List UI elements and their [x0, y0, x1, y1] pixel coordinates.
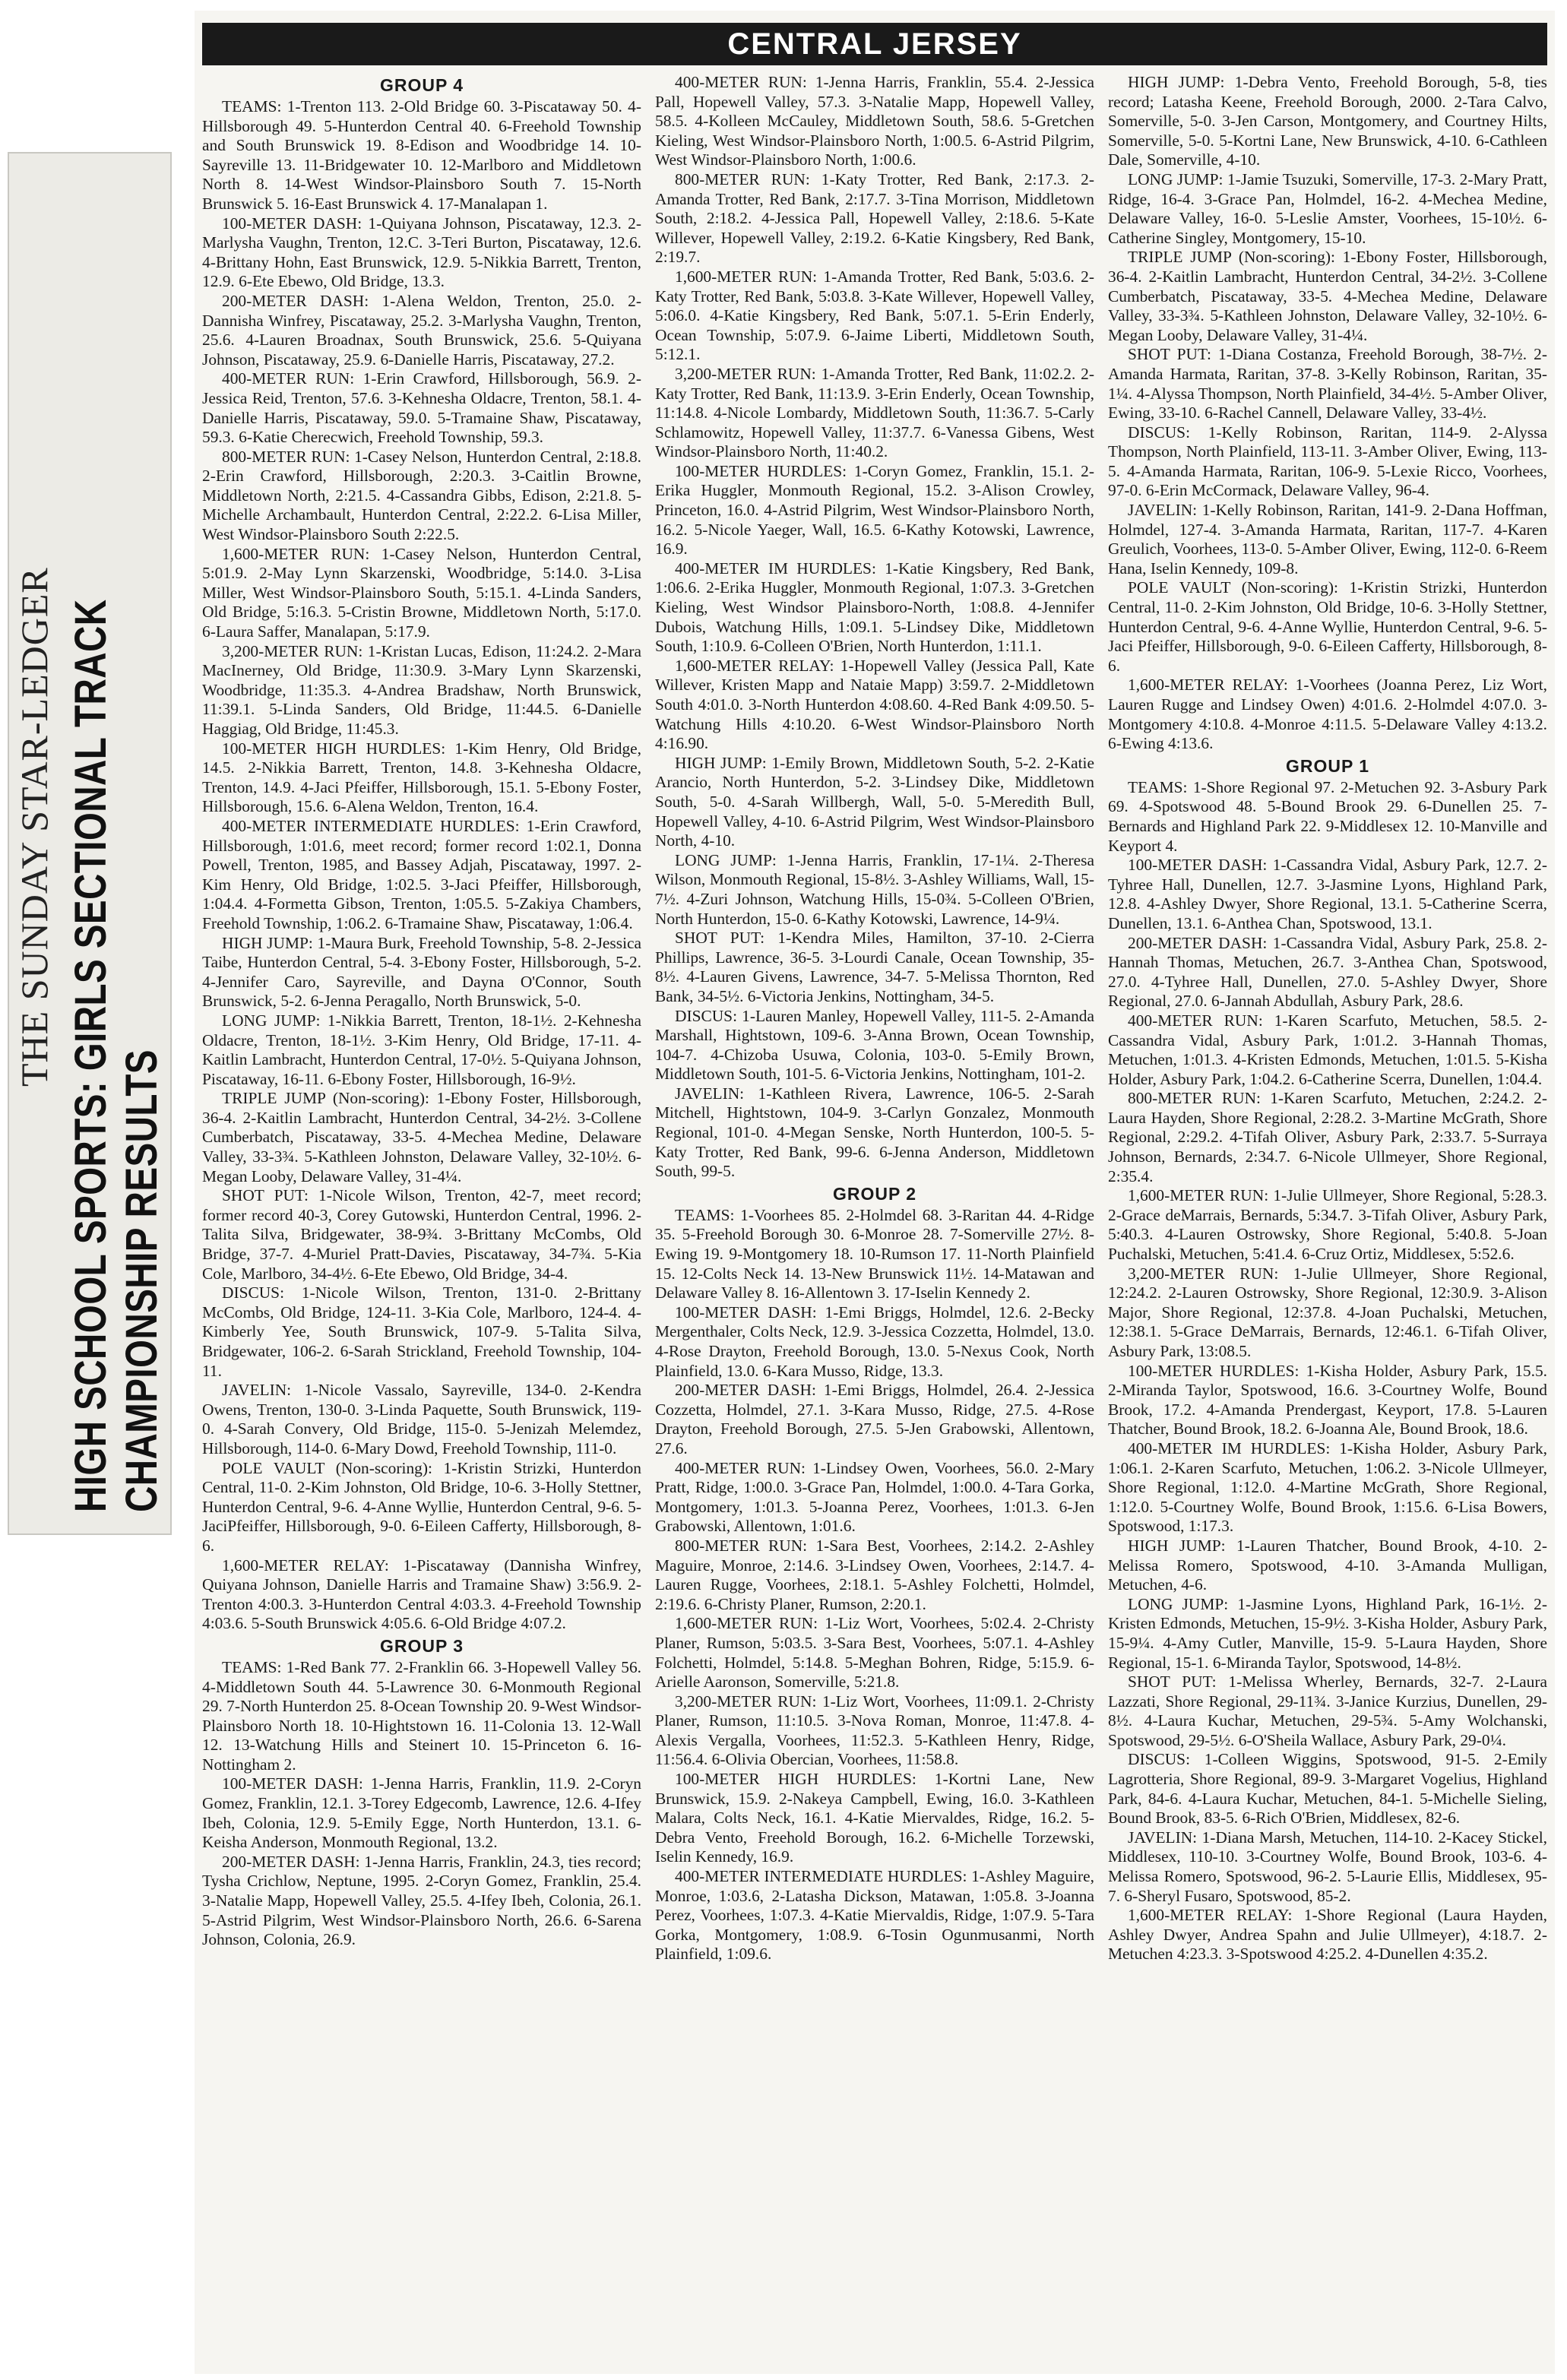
results-column-2	[655, 73, 1094, 2368]
event-result-paragraph: 100-METER HURDLES: 1-Coryn Gomez, Franklin, 15.1. 2-Erika Huggler, Monmouth Regional, 15.2. 3-Alison Crowley, Princeton, 16.0. 4-Astrid Pilgrim, West Windsor-Plainsboro North, 16.2. 5-Nicole Yaeger, Wall, 16.5. 6-Kathy Kotowski, Lawrence, 16.9.	[655, 461, 1094, 559]
event-result-paragraph: 3,200-METER RUN: 1-Kristan Lucas, Edison, 11:24.2. 2-Mara MacInerney, Old Bridge, 11:30.9. 3-Mary Lynn Skarzenski, Woodbridge, 11:35.3. 4-Andrea Bradshaw, North Brunswick, 11:39.1. 5-Linda Sanders, Old Bridge, 11:44.5. 6-Danielle Haggiag, Old Bridge, 11:45.3.	[202, 641, 641, 738]
event-result-paragraph: LONG JUMP: 1-Nikkia Barrett, Trenton, 18-1½. 2-Kehnesha Oldacre, Trenton, 18-1½. 3-Kim Henry, Old Bridge, 17-11. 4-Kaitlin Lambracht, Hunterdon Central, 17-0½. 5-Quiyana Johnson, Piscataway, 16-11. 6-Ebony Foster, Hillsborough, 16-9½.	[202, 1011, 641, 1088]
event-result-paragraph: 800-METER RUN: 1-Katy Trotter, Red Bank, 2:17.3. 2-Amanda Trotter, Red Bank, 2:17.7. 3-Tina Morrison, Middletown South, 2:18.2. 4-Jessica Pall, Hopewell Valley, 2:18.6. 5-Kate Willever, Hopewell Valley, 2:19.2. 6-Katie Kingsbery, Red Bank, 2:19.7.	[655, 169, 1094, 267]
region-banner: CENTRAL JERSEY	[202, 23, 1547, 65]
event-result-paragraph: HIGH JUMP: 1-Debra Vento, Freehold Borough, 5-8, ties record; Latasha Keene, Freehold Borough, 2000. 2-Tara Calvo, Somerville, 5-0. 3-Jen Carson, Montgomery, and Courtney Hilts, Somerville, 5-0. 5-Kortni Lane, New Brunswick, 4-10. 6-Cathleen Dale, Somerville, 4-10.	[1108, 73, 1547, 169]
event-result-paragraph: 800-METER RUN: 1-Casey Nelson, Hunterdon Central, 2:18.8. 2-Erin Crawford, Hillsborough, 2:20.3. 3-Caitlin Browne, Middletown North, 2:21.5. 4-Cassandra Gibbs, Edison, 2:21.8. 5-Michelle Archambault, Hunterdon Central, 2:22.2. 6-Lisa Miller, West Windsor-Plainsboro South 2:22.5.	[202, 447, 641, 544]
event-result-paragraph: 200-METER DASH: 1-Cassandra Vidal, Asbury Park, 25.8. 2-Hannah Thomas, Metuchen, 26.7. 3-Anthea Chan, Spotswood, 27.0. 4-Tyhree Hall, Dunellen, 27.0. 5-Ashley Dwyer, Shore Regional, 27.0. 6-Jannah Abdullah, Asbury Park, 28.6.	[1108, 933, 1547, 1011]
event-result-paragraph: 1,600-METER RELAY: 1-Shore Regional (Laura Hayden, Ashley Dwyer, Andrea Spahn and Julie Ullmeyer), 4:18.7. 2-Metuchen 4:23.3. 3-Spotswood 4:25.2. 4-Dunellen 4:35.2.	[1108, 1906, 1547, 1964]
event-result-paragraph: 100-METER DASH: 1-Jenna Harris, Franklin, 11.9. 2-Coryn Gomez, Franklin, 12.1. 3-Torey Edgecomb, Lawrence, 12.6. 4-Ifey Ibeh, Colonia, 12.9. 5-Emily Egge, North Hunterdon, 13.1. 6-Keisha Anderson, Monmouth Regional, 13.2.	[202, 1774, 641, 1852]
event-result-paragraph: HIGH JUMP: 1-Maura Burk, Freehold Township, 5-8. 2-Jessica Taibe, Hunterdon Central, 5-4. 3-Ebony Foster, Hillsborough, 5-2. 4-Jennifer Caro, Sayreville, and Dayna O'Connor, South Brunswick, 5-2. 6-Jenna Peragallo, North Brunswick, 5-0.	[202, 933, 641, 1011]
event-result-paragraph: LONG JUMP: 1-Jasmine Lyons, Highland Park, 16-1½. 2-Kristen Edmonds, Metuchen, 15-9½. 3-Kisha Holder, Asbury Park, 15-9¼. 4-Amy Cutler, Manville, 15-9. 5-Laura Hayden, Shore Regional, 15-1. 6-Miranda Taylor, Spotswood, 14-8½.	[1108, 1594, 1547, 1672]
side-title-strip	[8, 152, 172, 1535]
event-result-paragraph: 3,200-METER RUN: 1-Amanda Trotter, Red Bank, 11:02.2. 2-Katy Trotter, Red Bank, 11:13.9. 3-Erin Enderly, Ocean Township, 11:14.8. 4-Nicole Lombardy, Middletown South, 11:36.7. 5-Carly Schlamowitz, Hopewell Valley, 11:37.7. 6-Vanessa Gibens, West Windsor-Plainsboro North, 11:40.2.	[655, 364, 1094, 461]
event-result-paragraph: 1,600-METER RELAY: 1-Piscataway (Dannisha Winfrey, Quiyana Johnson, Danielle Harris and Tramaine Shaw) 3:56.9. 2-Trenton 4:00.3. 3-Hunterdon Central 4:03.3. 4-Freehold Township 4:03.6. 5-South Brunswick 4:05.6. 6-Old Bridge 4:07.2.	[202, 1556, 641, 1633]
event-result-paragraph: DISCUS: 1-Lauren Manley, Hopewell Valley, 111-5. 2-Amanda Marshall, Hightstown, 109-6. 3-Anna Brown, Ocean Township, 104-7. 4-Chizoba Usuwa, Colonia, 103-0. 5-Emily Brown, Middletown South, 101-5. 6-Victoria Jenkins, Nottingham, 101-2.	[655, 1006, 1094, 1084]
results-article	[195, 11, 1555, 2374]
event-result-paragraph: 1,600-METER RUN: 1-Amanda Trotter, Red Bank, 5:03.6. 2-Katy Trotter, Red Bank, 5:03.8. 3-Kate Willever, Hopewell Valley, 5:06.0. 4-Katie Kingsbery, Red Bank, 5:07.1. 5-Erin Enderly, Ocean Township, 5:07.9. 6-Jaime Liberti, Middletown South, 5:12.1.	[655, 267, 1094, 364]
event-result-paragraph: 400-METER IM HURDLES: 1-Katie Kingsbery, Red Bank, 1:06.6. 2-Erika Huggler, Monmouth Regional, 1:07.3. 3-Gretchen Kieling, West Windsor Plainsboro-North, 1:08.8. 4-Jennifer Dubois, Watchung Hills, 1:09.1. 5-Lindsey Dike, Middletown South, 1:10.9. 6-Colleen O'Brien, North Hunterdon, 1:11.1.	[655, 559, 1094, 656]
event-result-paragraph: SHOT PUT: 1-Kendra Miles, Hamilton, 37-10. 2-Cierra Phillips, Lawrence, 36-5. 3-Lourdi Canale, Ocean Township, 35-8½. 4-Lauren Givens, Lawrence, 34-7. 5-Melissa Thornton, Red Bank, 34-5½. 6-Victoria Jenkins, Nottingham, 34-5.	[655, 929, 1094, 1005]
event-result-paragraph: POLE VAULT (Non-scoring): 1-Kristin Strizki, Hunterdon Central, 11-0. 2-Kim Johnston, Old Bridge, 10-6. 3-Holly Stettner, Hunterdon Central, 9-6. 4-Anne Wyllie, Hunterdon Central, 9-6. 5-Jaci Pfeiffer, Hillsborough, 9-0. 6-Eileen Cafferty, Hillsborough, 8-6.	[1108, 578, 1547, 675]
event-result-paragraph: POLE VAULT (Non-scoring): 1-Kristin Strizki, Hunterdon Central, 11-0. 2-Kim Johnston, Old Bridge, 10-6. 3-Holly Stettner, Hunterdon Central, 9-6. 4-Anne Wyllie, Hunterdon Central, 9-6. 5-JaciPfeiffer, Hillsborough, 9-0. 6-Eileen Cafferty, Hillsborough, 8-6.	[202, 1458, 641, 1555]
event-result-paragraph: 1,600-METER RELAY: 1-Voorhees (Joanna Perez, Liz Wort, Lauren Rugge and Lindsey Owen) 4:01.6. 2-Holmdel 4:07.0. 3-Montgomery 4:10.8. 4-Monroe 4:11.5. 5-Delaware Valley 4:13.2. 6-Ewing 4:13.6.	[1108, 676, 1547, 753]
event-result-paragraph: SHOT PUT: 1-Nicole Wilson, Trenton, 42-7, meet record; former record 40-3, Corey Gutowski, Hunterdon Central, 1996. 2-Talita Silva, Bridgewater, 38-9¾. 3-Brittany McCombs, Old Bridge, 37-7. 4-Muriel Pratt-Davies, Piscataway, 34-7¾. 5-Kia Cole, Marlboro, 34-4½. 6-Ete Ebewo, Old Bridge, 34-4.	[202, 1186, 641, 1283]
event-result-paragraph: SHOT PUT: 1-Diana Costanza, Freehold Borough, 38-7½. 2-Amanda Harmata, Raritan, 37-8. 3-Kelly Robinson, Raritan, 35-1¼. 4-Alyssa Thompson, North Plainfield, 34-4½. 5-Amber Oliver, Ewing, 33-10. 6-Rachel Cannell, Delaware Valley, 33-4½.	[1108, 345, 1547, 423]
section-headline: HIGH SCHOOL SPORTS: GIRLS SECTIONAL TRACK CHAMPIONSHIP RESULTS	[66, 599, 166, 1512]
event-result-paragraph: DISCUS: 1-Colleen Wiggins, Spotswood, 91-5. 2-Emily Lagrotteria, Shore Regional, 89-9. 3-Margaret Vogelius, Highland Park, 84-6. 4-Laura Kuchar, Metuchen, 84-1. 5-Michelle Sieling, Bound Brook, 83-5. 6-Rich O'Brien, Middlesex, 82-6.	[1108, 1750, 1547, 1828]
event-result-paragraph: 800-METER RUN: 1-Sara Best, Voorhees, 2:14.2. 2-Ashley Maguire, Monroe, 2:14.6. 3-Lindsey Owen, Voorhees, 2:14.7. 4-Lauren Rugge, Voorhees, 2:18.1. 5-Ashley Folchetti, Holmdel, 2:19.6. 6-Christy Planer, Rumson, 2:20.1.	[655, 1536, 1094, 1613]
event-result-paragraph: JAVELIN: 1-Diana Marsh, Metuchen, 114-10. 2-Kacey Stickel, Middlesex, 110-10. 3-Courtney Wolfe, Bound Brook, 103-6. 4-Melissa Romero, Spotswood, 96-2. 5-Laurie Ellis, Middlesex, 95-7. 6-Sheryl Fusaro, Spotswood, 85-2.	[1108, 1828, 1547, 1905]
event-result-paragraph: DISCUS: 1-Kelly Robinson, Raritan, 114-9. 2-Alyssa Thompson, North Plainfield, 113-11. 3-Amber Oliver, Ewing, 113-5. 4-Amanda Harmata, Raritan, 106-9. 5-Lexie Ricco, Voorhees, 97-0. 6-Erin McCormack, Delaware Valley, 96-4.	[1108, 423, 1547, 500]
event-result-paragraph: 800-METER RUN: 1-Karen Scarfuto, Metuchen, 2:24.2. 2-Laura Hayden, Shore Regional, 2:28.2. 3-Martine McGrath, Shore Regional, 2:29.2. 4-Tifah Oliver, Asbury Park, 2:33.7. 5-Surraya Johnson, Bernards, 2:34.7. 6-Nicole Ullmeyer, Shore Regional, 2:35.4.	[1108, 1089, 1547, 1185]
event-result-paragraph: TEAMS: 1-Red Bank 77. 2-Franklin 66. 3-Hopewell Valley 56. 4-Middletown South 44. 5-Lawrence 30. 6-Monmouth Regional 29. 7-North Hunterdon 25. 8-Ocean Township 20. 9-West Windsor-Plainsboro North 18. 10-Hightstown 16. 11-Colonia 13. 12-Wall 12. 13-Watchung Hills and Steinert 10. 15-Princeton 6. 16-Nottingham 2.	[202, 1657, 641, 1774]
group-heading: GROUP 4	[379, 75, 464, 95]
event-result-paragraph: 400-METER RUN: 1-Jenna Harris, Franklin, 55.4. 2-Jessica Pall, Hopewell Valley, 57.3. 3-Natalie Mapp, Hopewell Valley, 58.5. 4-Kolleen McCauley, Middletown South, 58.6. 5-Gretchen Kieling, West Windsor-Plainsboro North, 1:00.5. 6-Astrid Pilgrim, West Windsor-Plainsboro North, 1:00.6.	[655, 73, 1094, 169]
event-result-paragraph: TEAMS: 1-Voorhees 85. 2-Holmdel 68. 3-Raritan 44. 4-Ridge 35. 5-Freehold Borough 30. 6-Monroe 28. 7-Somerville 27½. 8-Ewing 19. 9-Montgomery 18. 10-Rumson 17. 11-North Plainfield 15. 12-Colts Neck 14. 13-New Brunswick 11½. 14-Matawan and Delaware Valley 8. 16-Allentown 3. 17-Iselin Kennedy 2.	[655, 1205, 1094, 1302]
event-result-paragraph: 3,200-METER RUN: 1-Liz Wort, Voorhees, 11:09.1. 2-Christy Planer, Rumson, 11:10.5. 3-Nova Roman, Monroe, 11:47.8. 4-Alexis Vergalla, Voorhees, 11:52.3. 5-Kathleen Henry, Ridge, 11:56.4. 6-Olivia Obercian, Voorhees, 11:58.8.	[655, 1692, 1094, 1769]
event-result-paragraph: 200-METER DASH: 1-Jenna Harris, Franklin, 24.3, ties record; Tysha Crichlow, Neptune, 1995. 2-Coryn Gomez, Franklin, 25.4. 3-Natalie Mapp, Hopewell Valley, 25.5. 4-Ifey Ibeh, Colonia, 26.1. 5-Astrid Pilgrim, West Windsor-Plainsboro North, 26.6. 6-Sarena Johnson, Colonia, 26.9.	[202, 1852, 641, 1949]
event-result-paragraph: JAVELIN: 1-Kathleen Rivera, Lawrence, 106-5. 2-Sarah Mitchell, Hightstown, 104-9. 3-Carlyn Gonzalez, Monmouth Regional, 101-0. 4-Megan Senske, North Hunterdon, 100-5. 5-Katy Trotter, Red Bank, 99-6. 6-Jenna Anderson, Middletown South, 99-5.	[655, 1084, 1094, 1181]
event-result-paragraph: 100-METER DASH: 1-Quiyana Johnson, Piscataway, 12.3. 2-Marlysha Vaughn, Trenton, 12.C. 3-Teri Burton, Piscataway, 12.6. 4-Brittany Hohn, East Brunswick, 12.9. 5-Nikkia Barrett, Trenton, 12.9. 6-Ete Ebewo, Old Bridge, 13.3.	[202, 214, 641, 291]
event-result-paragraph: 3,200-METER RUN: 1-Julie Ullmeyer, Shore Regional, 12:24.2. 2-Lauren Ostrowsky, Shore Regional, 12:30.9. 3-Alison Major, Shore Regional, 12:37.8. 4-Joan Puchalski, Metuchen, 12:38.1. 5-Grace DeMarrais, Bernards, 12:46.1. 6-Tifah Oliver, Asbury Park, 13:08.5.	[1108, 1264, 1547, 1360]
event-result-paragraph: TEAMS: 1-Trenton 113. 2-Old Bridge 60. 3-Piscataway 50. 4-Hillsborough 49. 5-Hunterdon Central 40. 6-Freehold Township and South Brunswick 19. 8-Edison and Woodbridge 14. 10-Sayreville 13. 11-Bridgewater 10. 12-Marlboro and Middletown North 8. 14-West Windsor-Plainsboro South 7. 15-North Brunswick 5. 16-East Brunswick 4. 17-Manalapan 1.	[202, 97, 641, 213]
results-column-3	[1108, 73, 1547, 2368]
event-result-paragraph: 100-METER HIGH HURDLES: 1-Kortni Lane, New Brunswick, 15.9. 2-Nakeya Campbell, Ewing, 16.0. 3-Kathleen Malara, Colts Neck, 16.1. 4-Katie Miervaldes, Ridge, 16.2. 5-Debra Vento, Freehold Borough, 16.2. 6-Michelle Torzewski, Iselin Kennedy, 16.9.	[655, 1770, 1094, 1866]
event-result-paragraph: TRIPLE JUMP (Non-scoring): 1-Ebony Foster, Hillsborough, 36-4. 2-Kaitlin Lambracht, Hunterdon Central, 34-2½. 3-Collene Cumberbatch, Piscataway, 33-5. 4-Mechea Medine, Delaware Valley, 33-3¾. 5-Kathleen Johnston, Delaware Valley, 32-10½. 6-Megan Looby, Delaware Valley, 31-4¼.	[1108, 248, 1547, 344]
event-result-paragraph: LONG JUMP: 1-Jamie Tsuzuki, Somerville, 17-3. 2-Mary Pratt, Ridge, 16-4. 3-Grace Pan, Holmdel, 16-2. 4-Mechea Medine, Delaware Valley, 16-0. 5-Leslie Amster, Voorhees, 15-10½. 6-Catherine Singley, Montgomery, 15-10.	[1108, 169, 1547, 247]
event-result-paragraph: 1,600-METER RELAY: 1-Hopewell Valley (Jessica Pall, Kate Willever, Kristen Mapp and Nataie Mapp) 3:59.7. 2-Middletown South 4:01.0. 3-North Hunterdon 4:08.60. 4-Red Bank 4:09.50. 5-Watchung Hills 4:10.20. 6-West Windsor-Plainsboro North 4:16.90.	[655, 656, 1094, 753]
group-heading: GROUP 3	[379, 1635, 464, 1656]
results-columns	[202, 73, 1547, 2368]
group-heading: GROUP 1	[1285, 755, 1370, 776]
event-result-paragraph: 400-METER RUN: 1-Karen Scarfuto, Metuchen, 58.5. 2-Cassandra Vidal, Asbury Park, 1:01.2. 3-Hannah Thomas, Metuchen, 1:01.3. 4-Kristen Edmonds, Metuchen, 1:01.5. 5-Kisha Holder, Asbury Park, 1:04.2. 6-Catherine Scerra, Dunellen, 1:04.4.	[1108, 1011, 1547, 1088]
event-result-paragraph: 1,600-METER RUN: 1-Liz Wort, Voorhees, 5:02.4. 2-Christy Planer, Rumson, 5:03.5. 3-Sara Best, Voorhees, 5:07.1. 4-Ashley Folchetti, Holmdel, 5:14.8. 5-Meghan Bohren, Ridge, 5:15.9. 6-Arielle Aaronson, Somerville, 5:21.8.	[655, 1614, 1094, 1692]
event-result-paragraph: SHOT PUT: 1-Melissa Wherley, Bernards, 32-7. 2-Laura Lazzati, Shore Regional, 29-11¾. 3-Janice Kurzius, Dunellen, 29-8½. 4-Laura Kuchar, Metuchen, 29-5¾. 5-Amy Wolchanski, Spotswood, 29-5½. 6-O'Sheila Wallace, Asbury Park, 29-0¼.	[1108, 1673, 1547, 1749]
event-result-paragraph: TEAMS: 1-Shore Regional 97. 2-Metuchen 92. 3-Asbury Park 69. 4-Spotswood 48. 5-Bound Brook 29. 6-Dunellen 25. 7-Bernards and Highland Park 22. 9-Middlesex 12. 10-Manville and Keyport 4.	[1108, 777, 1547, 855]
event-result-paragraph: JAVELIN: 1-Kelly Robinson, Raritan, 141-9. 2-Dana Hoffman, Holmdel, 127-4. 3-Amanda Harmata, Raritan, 117-7. 4-Karen Greulich, Voorhees, 113-0. 5-Amber Oliver, Ewing, 112-0. 6-Reem Hana, Iselin Kennedy, 109-8.	[1108, 501, 1547, 578]
event-result-paragraph: 200-METER DASH: 1-Emi Briggs, Holmdel, 26.4. 2-Jessica Cozzetta, Holmdel, 27.1. 3-Kara Musso, Ridge, 27.5. 4-Rose Drayton, Freehold Borough, 27.5. 5-Jen Grabowski, Allentown, 27.6.	[655, 1381, 1094, 1457]
event-result-paragraph: 1,600-METER RUN: 1-Julie Ullmeyer, Shore Regional, 5:28.3. 2-Grace deMarrais, Bernards, 5:34.7. 3-Tifah Oliver, Asbury Park, 5:40.3. 4-Lauren Ostrowsky, Shore Regional, 5:40.8. 5-Joan Puchalski, Metuchen, 5:41.4. 6-Cruz Ortiz, Middlesex, 5:52.6.	[1108, 1186, 1547, 1264]
side-title-rotated	[14, 175, 166, 1512]
event-result-paragraph: LONG JUMP: 1-Jenna Harris, Franklin, 17-1¼. 2-Theresa Wilson, Monmouth Regional, 15-8½. 3-Ashley Williams, Wall, 15-7½. 4-Zuri Johnson, Watchung Hills, 15-0¾. 5-Colleen O'Brien, North Hunterdon, 15-0. 6-Kathy Kotowski, Lawrence, 14-9¼.	[655, 850, 1094, 928]
event-result-paragraph: DISCUS: 1-Nicole Wilson, Trenton, 131-0. 2-Brittany McCombs, Old Bridge, 124-11. 3-Kia Cole, Marlboro, 124-4. 4-Kimberly Yee, South Brunswick, 107-9. 5-Talita Silva, Bridgewater, 106-2. 6-Sarah Strickland, Freehold Township, 104-11.	[202, 1283, 641, 1380]
group-heading: GROUP 2	[832, 1183, 917, 1204]
event-result-paragraph: HIGH JUMP: 1-Lauren Thatcher, Bound Brook, 4-10. 2-Melissa Romero, Spotswood, 4-10. 3-Amanda Mulligan, Metuchen, 4-6.	[1108, 1536, 1547, 1594]
event-result-paragraph: 400-METER INTERMEDIATE HURDLES: 1-Ashley Maguire, Monroe, 1:03.6, 2-Latasha Dickson, Matawan, 1:05.8. 3-Joanna Perez, Voorhees, 1:07.3. 4-Katie Miervaldis, Ridge, 1:07.9. 5-Tara Gorka, Montgomery, 1:08.9. 6-Tosin Ogunmusanmi, North Plainfield, 1:09.6.	[655, 1867, 1094, 1964]
event-result-paragraph: TRIPLE JUMP (Non-scoring): 1-Ebony Foster, Hillsborough, 36-4. 2-Kaitlin Lambracht, Hunterdon Central, 34-2½. 3-Collene Cumberbatch, Piscataway, 33-5. 4-Mechea Medine, Delaware Valley, 33-3¾. 5-Kathleen Johnston, Delaware Valley, 32-10½. 6-Megan Looby, Delaware Valley, 31-4¼.	[202, 1089, 641, 1185]
event-result-paragraph: 100-METER HURDLES: 1-Kisha Holder, Asbury Park, 15.5. 2-Miranda Taylor, Spotswood, 16.6. 3-Courtney Wolfe, Bound Brook, 17.2. 4-Amanda Prendergast, Keyport, 17.8. 5-Lauren Thatcher, Bound Brook, 18.2. 6-Joanna Ale, Bound Brook, 18.6.	[1108, 1361, 1547, 1438]
event-result-paragraph: 100-METER HIGH HURDLES: 1-Kim Henry, Old Bridge, 14.5. 2-Nikkia Barrett, Trenton, 14.8. 3-Kehnesha Oldacre, Trenton, 14.9. 4-Jaci Pfeiffer, Hillsborough, 15.1. 5-Ebony Foster, Hillsborough, 15.6. 6-Alena Weldon, Trenton, 16.4.	[202, 739, 641, 816]
event-result-paragraph: 400-METER RUN: 1-Erin Crawford, Hillsborough, 56.9. 2-Jessica Reid, Trenton, 57.6. 3-Kehnesha Oldacre, Trenton, 58.1. 4-Danielle Harris, Piscataway, 59.0. 5-Tramaine Shaw, Piscataway, 59.3. 6-Katie Cherecwich, Freehold Township, 59.3.	[202, 369, 641, 447]
event-result-paragraph: 200-METER DASH: 1-Alena Weldon, Trenton, 25.0. 2-Dannisha Winfrey, Piscataway, 25.2. 3-Marlysha Vaughn, Trenton, 25.6. 4-Lauren Broadnax, South Brunswick, 25.6. 5-Quiyana Johnson, Piscataway, 25.9. 6-Danielle Harris, Piscataway, 27.2.	[202, 291, 641, 369]
event-result-paragraph: 100-METER DASH: 1-Emi Briggs, Holmdel, 12.6. 2-Becky Mergenthaler, Colts Neck, 12.9. 3-Jessica Cozzetta, Holmdel, 13.0. 4-Rose Drayton, Freehold Borough, 13.0. 5-Nexus Cook, North Plainfield, 13.0. 6-Kara Musso, Ridge, 13.3.	[655, 1302, 1094, 1380]
event-result-paragraph: 1,600-METER RUN: 1-Casey Nelson, Hunterdon Central, 5:01.9. 2-May Lynn Skarzenski, Woodbridge, 5:14.0. 3-Lisa Miller, West Windsor-Plainsboro South, 5:15.1. 4-Linda Sanders, Old Bridge, 5:16.3. 5-Cristin Browne, Middletown North, 5:17.0. 6-Laura Saffer, Manalapan, 5:17.9.	[202, 544, 641, 641]
event-result-paragraph: 400-METER RUN: 1-Lindsey Owen, Voorhees, 56.0. 2-Mary Pratt, Ridge, 1:00.0. 3-Grace Pan, Holmdel, 1:00.0. 4-Tara Gorka, Montgomery, 1:01.3. 5-Joanna Perez, Voorhees, 1:01.3. 6-Jen Grabowski, Allentown, 1:01.6.	[655, 1458, 1094, 1536]
event-result-paragraph: HIGH JUMP: 1-Emily Brown, Middletown South, 5-2. 2-Katie Arancio, North Hunterdon, 5-2. 3-Lindsey Dike, Middletown South, 5-0. 4-Sarah Willbergh, Wall, 5-0. 5-Meredith Bull, Hopewell Valley, 4-10. 6-Astrid Pilgrim, West Windsor-Plainsboro North, 4-10.	[655, 753, 1094, 850]
event-result-paragraph: 100-METER DASH: 1-Cassandra Vidal, Asbury Park, 12.7. 2-Tyhree Hall, Dunellen, 12.7. 3-Jasmine Lyons, Highland Park, 12.8. 4-Ashley Dwyer, Shore Regional, 13.1. 5-Catherine Scerra, Dunellen, 13.1. 6-Anthea Chan, Spotswood, 13.1.	[1108, 856, 1547, 932]
publication-name: THE SUNDAY STAR-LEDGER	[13, 567, 55, 1087]
event-result-paragraph: JAVELIN: 1-Nicole Vassalo, Sayreville, 134-0. 2-Kendra Owens, Trenton, 130-0. 3-Linda Paquette, South Brunswick, 119-0. 4-Sarah Convery, Old Bridge, 115-0. 5-Jenizah Melemdez, Hillsborough, 114-0. 6-Mary Dowd, Freehold Township, 111-0.	[202, 1381, 641, 1457]
event-result-paragraph: 400-METER IM HURDLES: 1-Kisha Holder, Asbury Park, 1:06.1. 2-Karen Scarfuto, Metuchen, 1:06.2. 3-Nicole Ullmeyer, Shore Regional, 1:12.0. 4-Martine McGrath, Shore Regional, 1:12.0. 5-Courtney Wolfe, Bound Brook, 1:15.6. 6-Lisa Bowers, Spotswood, 1:17.3.	[1108, 1438, 1547, 1536]
event-result-paragraph: 400-METER INTERMEDIATE HURDLES: 1-Erin Crawford, Hillsborough, 1:01.6, meet record; former record 1:02.1, Donna Powell, Trenton, 1985, and Bassey Adjah, Piscataway, 1997. 2-Kim Henry, Old Bridge, 1:02.5. 3-Jaci Pfeiffer, Hillsborough, 1:04.4. 4-Formetta Gibson, Trenton, 1:05.5. 5-Zakiya Chambers, Freehold Township, 1:06.2. 6-Tramaine Shaw, Piscataway, 1:06.4.	[202, 816, 641, 932]
results-column-1	[202, 73, 641, 2368]
